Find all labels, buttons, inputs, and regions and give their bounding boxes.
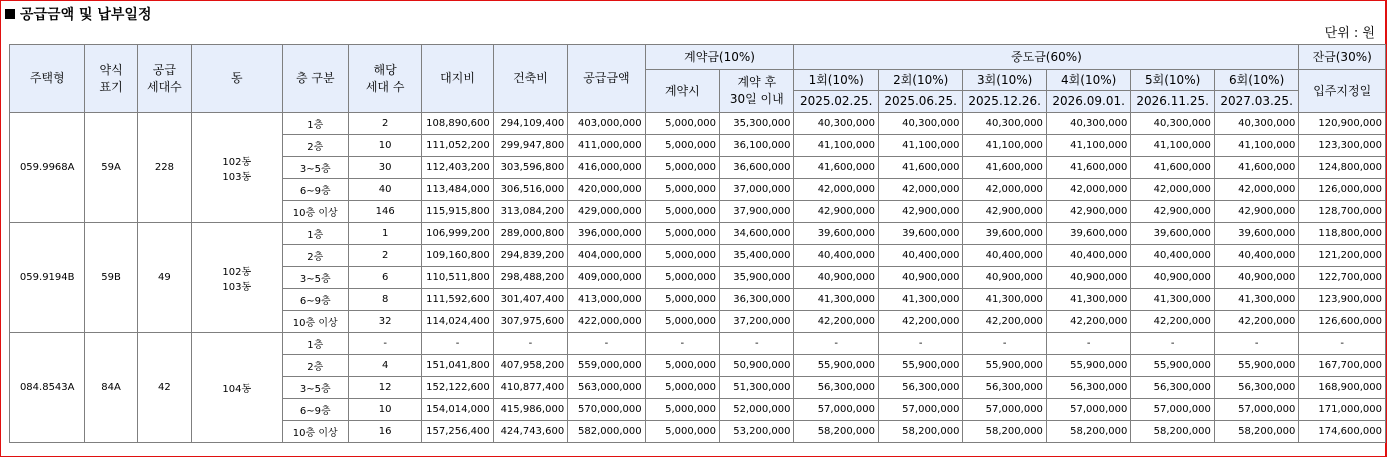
col-balance-when: 입주지정일	[1299, 70, 1386, 113]
contract-at-cell: 5,000,000	[645, 399, 719, 421]
supply-price-cell: 413,000,000	[568, 289, 645, 311]
land-cost-cell: 114,024,400	[422, 311, 493, 333]
supply-units-cell: 49	[137, 223, 191, 333]
building-name: 103동	[222, 281, 252, 293]
installment-cell: 42,200,000	[1214, 311, 1298, 333]
balance-cell: 118,800,000	[1299, 223, 1386, 245]
floor-cell: 10층 이상	[282, 421, 348, 443]
col-supply-units-line1: 공급	[152, 62, 176, 77]
land-cost-cell: 106,999,200	[422, 223, 493, 245]
contract-after-cell: 36,300,000	[720, 289, 794, 311]
house-type-cell: 059.9194B	[10, 223, 85, 333]
installment-cell: -	[1131, 333, 1214, 355]
installment-cell: 58,200,000	[1214, 421, 1298, 443]
units-cell: 16	[348, 421, 421, 443]
installment-cell: 55,900,000	[794, 355, 878, 377]
units-cell: 2	[348, 245, 421, 267]
contract-after-cell: 35,300,000	[720, 113, 794, 135]
contract-after-cell: 53,200,000	[720, 421, 794, 443]
installment-cell: 40,300,000	[963, 113, 1046, 135]
supply-price-cell: -	[568, 333, 645, 355]
land-cost-cell: 154,014,000	[422, 399, 493, 421]
balance-cell: 123,900,000	[1299, 289, 1386, 311]
installment-cell: 41,300,000	[963, 289, 1046, 311]
col-installment-label: 5회(10%)	[1131, 70, 1214, 91]
col-supply-units-line2: 세대수	[147, 79, 182, 94]
supply-units-cell: 42	[137, 333, 191, 443]
units-cell: 32	[348, 311, 421, 333]
installment-cell: 42,000,000	[963, 179, 1046, 201]
units-cell: 146	[348, 201, 421, 223]
units-cell: 12	[348, 377, 421, 399]
col-installment-label: 1회(10%)	[794, 70, 878, 91]
balance-cell: 123,300,000	[1299, 135, 1386, 157]
installment-cell: -	[794, 333, 878, 355]
installment-cell: 57,000,000	[878, 399, 962, 421]
floor-cell: 3~5층	[282, 157, 348, 179]
floor-cell: 1층	[282, 223, 348, 245]
col-contract-after-line2: 30일 이내	[729, 92, 784, 106]
contract-after-cell: 37,900,000	[720, 201, 794, 223]
land-cost-cell: 111,592,600	[422, 289, 493, 311]
installment-cell: 42,200,000	[794, 311, 878, 333]
installment-cell: 40,900,000	[963, 267, 1046, 289]
construction-cost-cell: 415,986,000	[493, 399, 567, 421]
contract-after-cell: 35,400,000	[720, 245, 794, 267]
col-installment-label: 6회(10%)	[1214, 70, 1298, 91]
contract-after-cell: 50,900,000	[720, 355, 794, 377]
installment-cell: 39,600,000	[963, 223, 1046, 245]
construction-cost-cell: 294,109,400	[493, 113, 567, 135]
supply-price-cell: 403,000,000	[568, 113, 645, 135]
installment-cell: 58,200,000	[1131, 421, 1214, 443]
installment-cell: 40,300,000	[1214, 113, 1298, 135]
installment-cell: 40,300,000	[1131, 113, 1214, 135]
installment-cell: 42,200,000	[1046, 311, 1130, 333]
col-contract-after	[720, 70, 794, 113]
installment-cell: 42,200,000	[878, 311, 962, 333]
installment-cell: 41,600,000	[1214, 157, 1298, 179]
balance-cell: 121,200,000	[1299, 245, 1386, 267]
installment-cell: 39,600,000	[794, 223, 878, 245]
construction-cost-cell: 407,958,200	[493, 355, 567, 377]
section-title	[5, 4, 151, 24]
installment-cell: 57,000,000	[794, 399, 878, 421]
supply-price-cell: 404,000,000	[568, 245, 645, 267]
installment-cell: 56,300,000	[963, 377, 1046, 399]
floor-cell: 2층	[282, 245, 348, 267]
house-type-cell: 084.8543A	[10, 333, 85, 443]
units-cell: 10	[348, 135, 421, 157]
contract-after-cell: 37,000,000	[720, 179, 794, 201]
installment-cell: -	[963, 333, 1046, 355]
installment-cell: 58,200,000	[878, 421, 962, 443]
balance-cell: 126,600,000	[1299, 311, 1386, 333]
units-cell: 4	[348, 355, 421, 377]
construction-cost-cell: 298,488,200	[493, 267, 567, 289]
installment-cell: 40,300,000	[1046, 113, 1130, 135]
installment-cell: 39,600,000	[878, 223, 962, 245]
balance-cell: 120,900,000	[1299, 113, 1386, 135]
supply-price-cell: 420,000,000	[568, 179, 645, 201]
supply-price-cell: 411,000,000	[568, 135, 645, 157]
construction-cost-cell: 301,407,400	[493, 289, 567, 311]
col-house-type: 주택형	[10, 45, 85, 113]
contract-at-cell: -	[645, 333, 719, 355]
contract-after-cell: 35,900,000	[720, 267, 794, 289]
installment-cell: 58,200,000	[963, 421, 1046, 443]
installment-cell: 41,600,000	[878, 157, 962, 179]
installment-cell: 40,400,000	[794, 245, 878, 267]
col-building: 동	[192, 45, 283, 113]
building-cell	[192, 223, 283, 333]
installment-cell: 56,300,000	[878, 377, 962, 399]
floor-cell: 10층 이상	[282, 201, 348, 223]
installment-cell: 57,000,000	[963, 399, 1046, 421]
installment-cell: 42,000,000	[1046, 179, 1130, 201]
floor-cell: 3~5층	[282, 267, 348, 289]
building-name: 104동	[222, 384, 252, 395]
contract-at-cell: 5,000,000	[645, 311, 719, 333]
installment-cell: 41,100,000	[963, 135, 1046, 157]
contract-at-cell: 5,000,000	[645, 289, 719, 311]
installment-cell: 41,100,000	[794, 135, 878, 157]
floor-cell: 2층	[282, 355, 348, 377]
installment-cell: 42,900,000	[794, 201, 878, 223]
installment-cell: 41,300,000	[1046, 289, 1130, 311]
units-cell: 1	[348, 223, 421, 245]
floor-cell: 2층	[282, 135, 348, 157]
col-installment-date: 2025.12.26.	[963, 91, 1046, 113]
installment-cell: 55,900,000	[1046, 355, 1130, 377]
land-cost-cell: 157,256,400	[422, 421, 493, 443]
col-units	[348, 45, 421, 113]
land-cost-cell: 113,484,000	[422, 179, 493, 201]
land-cost-cell: -	[422, 333, 493, 355]
installment-cell: 41,300,000	[878, 289, 962, 311]
contract-at-cell: 5,000,000	[645, 201, 719, 223]
construction-cost-cell: 410,877,400	[493, 377, 567, 399]
floor-cell: 10층 이상	[282, 311, 348, 333]
col-short-code	[85, 45, 137, 113]
installment-cell: 41,600,000	[794, 157, 878, 179]
col-floor: 층 구분	[282, 45, 348, 113]
supply-price-table	[9, 44, 1386, 443]
col-group-middle: 중도금(60%)	[794, 45, 1299, 70]
installment-cell: 42,900,000	[1131, 201, 1214, 223]
installment-cell: 41,600,000	[1046, 157, 1130, 179]
col-installment-label: 4회(10%)	[1046, 70, 1130, 91]
col-installment-date: 2027.03.25.	[1214, 91, 1298, 113]
building-name: 103동	[222, 171, 252, 183]
col-contract-at: 계약시	[645, 70, 719, 113]
col-short-code-line1: 약식	[99, 62, 123, 77]
installment-cell: 41,100,000	[1046, 135, 1130, 157]
contract-at-cell: 5,000,000	[645, 267, 719, 289]
installment-cell: 42,900,000	[1214, 201, 1298, 223]
contract-after-cell: 36,600,000	[720, 157, 794, 179]
land-cost-cell: 115,915,800	[422, 201, 493, 223]
building-name: 102동	[222, 156, 252, 168]
installment-cell: 40,400,000	[1214, 245, 1298, 267]
installment-cell: 40,400,000	[1131, 245, 1214, 267]
land-cost-cell: 110,511,800	[422, 267, 493, 289]
contract-after-cell: 52,000,000	[720, 399, 794, 421]
contract-after-cell: 34,600,000	[720, 223, 794, 245]
col-supply-units	[137, 45, 191, 113]
balance-cell: 167,700,000	[1299, 355, 1386, 377]
col-units-line2: 세대 수	[365, 79, 405, 94]
installment-cell: 55,900,000	[1214, 355, 1298, 377]
col-installment-date: 2025.06.25.	[878, 91, 962, 113]
contract-at-cell: 5,000,000	[645, 113, 719, 135]
units-cell: -	[348, 333, 421, 355]
units-cell: 8	[348, 289, 421, 311]
units-cell: 2	[348, 113, 421, 135]
installment-cell: 39,600,000	[1131, 223, 1214, 245]
col-installment-label: 2회(10%)	[878, 70, 962, 91]
supply-price-cell: 563,000,000	[568, 377, 645, 399]
floor-cell: 3~5층	[282, 377, 348, 399]
construction-cost-cell: 306,516,000	[493, 179, 567, 201]
construction-cost-cell: 289,000,800	[493, 223, 567, 245]
installment-cell: 42,900,000	[878, 201, 962, 223]
installment-cell: 40,900,000	[1046, 267, 1130, 289]
building-cell	[192, 113, 283, 223]
contract-after-cell: 51,300,000	[720, 377, 794, 399]
col-installment-date: 2026.09.01.	[1046, 91, 1130, 113]
table-body	[10, 113, 1386, 443]
contract-at-cell: 5,000,000	[645, 157, 719, 179]
installment-cell: 41,100,000	[1131, 135, 1214, 157]
balance-cell: 122,700,000	[1299, 267, 1386, 289]
balance-cell: 171,000,000	[1299, 399, 1386, 421]
construction-cost-cell: 424,743,600	[493, 421, 567, 443]
col-group-balance: 잔금(30%)	[1299, 45, 1386, 70]
installment-cell: 41,100,000	[1214, 135, 1298, 157]
floor-cell: 1층	[282, 113, 348, 135]
col-land: 대지비	[422, 45, 493, 113]
construction-cost-cell: 299,947,800	[493, 135, 567, 157]
balance-cell: 128,700,000	[1299, 201, 1386, 223]
installment-cell: 58,200,000	[1046, 421, 1130, 443]
construction-cost-cell: 313,084,200	[493, 201, 567, 223]
table-header	[10, 45, 1386, 113]
installment-cell: 56,300,000	[1131, 377, 1214, 399]
construction-cost-cell: 303,596,800	[493, 157, 567, 179]
supply-price-cell: 582,000,000	[568, 421, 645, 443]
balance-cell: 126,000,000	[1299, 179, 1386, 201]
floor-cell: 6~9층	[282, 179, 348, 201]
units-cell: 30	[348, 157, 421, 179]
short-code-cell: 59B	[85, 223, 137, 333]
land-cost-cell: 112,403,200	[422, 157, 493, 179]
contract-at-cell: 5,000,000	[645, 179, 719, 201]
col-installment-label: 3회(10%)	[963, 70, 1046, 91]
col-construction: 건축비	[493, 45, 567, 113]
land-cost-cell: 151,041,800	[422, 355, 493, 377]
installment-cell: 40,900,000	[1131, 267, 1214, 289]
short-code-cell: 84A	[85, 333, 137, 443]
installment-cell: 57,000,000	[1131, 399, 1214, 421]
supply-price-cell: 409,000,000	[568, 267, 645, 289]
installment-cell: -	[1214, 333, 1298, 355]
land-cost-cell: 109,160,800	[422, 245, 493, 267]
units-cell: 40	[348, 179, 421, 201]
floor-cell: 1층	[282, 333, 348, 355]
installment-cell: 55,900,000	[1131, 355, 1214, 377]
construction-cost-cell: 294,839,200	[493, 245, 567, 267]
balance-cell: -	[1299, 333, 1386, 355]
balance-cell: 168,900,000	[1299, 377, 1386, 399]
supply-price-cell: 416,000,000	[568, 157, 645, 179]
installment-cell: 40,400,000	[878, 245, 962, 267]
installment-cell: 55,900,000	[878, 355, 962, 377]
installment-cell: 55,900,000	[963, 355, 1046, 377]
unit-label: 단위 : 원	[1324, 26, 1375, 41]
col-installment-date: 2025.02.25.	[794, 91, 878, 113]
installment-cell: 56,300,000	[1046, 377, 1130, 399]
installment-cell: 56,300,000	[794, 377, 878, 399]
house-type-cell: 059.9968A	[10, 113, 85, 223]
installment-cell: 40,900,000	[794, 267, 878, 289]
construction-cost-cell: 307,975,600	[493, 311, 567, 333]
installment-cell: 40,900,000	[1214, 267, 1298, 289]
installment-cell: 40,300,000	[878, 113, 962, 135]
land-cost-cell: 111,052,200	[422, 135, 493, 157]
installment-cell: 40,400,000	[963, 245, 1046, 267]
installment-cell: 42,900,000	[1046, 201, 1130, 223]
installment-cell: 57,000,000	[1046, 399, 1130, 421]
installment-cell: 40,400,000	[1046, 245, 1130, 267]
col-units-line1: 해당	[373, 62, 397, 77]
supply-price-cell: 429,000,000	[568, 201, 645, 223]
square-bullet-icon	[5, 9, 15, 19]
col-installment-date: 2026.11.25.	[1131, 91, 1214, 113]
col-contract-after-line1: 계약 후	[737, 75, 777, 89]
contract-at-cell: 5,000,000	[645, 223, 719, 245]
installment-cell: 56,300,000	[1214, 377, 1298, 399]
floor-cell: 6~9층	[282, 289, 348, 311]
installment-cell: 40,900,000	[878, 267, 962, 289]
installment-cell: 39,600,000	[1214, 223, 1298, 245]
installment-cell: 42,900,000	[963, 201, 1046, 223]
contract-after-cell: 37,200,000	[720, 311, 794, 333]
col-short-code-line2: 표기	[99, 79, 123, 94]
installment-cell: 39,600,000	[1046, 223, 1130, 245]
balance-cell: 174,600,000	[1299, 421, 1386, 443]
units-cell: 10	[348, 399, 421, 421]
contract-at-cell: 5,000,000	[645, 245, 719, 267]
construction-cost-cell: -	[493, 333, 567, 355]
floor-cell: 6~9층	[282, 399, 348, 421]
building-cell	[192, 333, 283, 443]
section-title-text: 공급금액 및 납부일정	[20, 7, 152, 23]
installment-cell: 58,200,000	[794, 421, 878, 443]
installment-cell: 41,100,000	[878, 135, 962, 157]
short-code-cell: 59A	[85, 113, 137, 223]
table-row	[10, 333, 1386, 355]
installment-cell: 57,000,000	[1214, 399, 1298, 421]
table-row	[10, 113, 1386, 135]
table-row	[10, 223, 1386, 245]
installment-cell: 41,300,000	[1214, 289, 1298, 311]
contract-at-cell: 5,000,000	[645, 355, 719, 377]
balance-cell: 124,800,000	[1299, 157, 1386, 179]
contract-at-cell: 5,000,000	[645, 135, 719, 157]
units-cell: 6	[348, 267, 421, 289]
supply-price-cell: 570,000,000	[568, 399, 645, 421]
installment-cell: 41,600,000	[963, 157, 1046, 179]
supply-price-cell: 422,000,000	[568, 311, 645, 333]
installment-cell: 42,000,000	[794, 179, 878, 201]
contract-at-cell: 5,000,000	[645, 377, 719, 399]
contract-at-cell: 5,000,000	[645, 421, 719, 443]
supply-price-cell: 559,000,000	[568, 355, 645, 377]
installment-cell: 42,200,000	[1131, 311, 1214, 333]
supply-units-cell: 228	[137, 113, 191, 223]
installment-cell: 41,600,000	[1131, 157, 1214, 179]
land-cost-cell: 108,890,600	[422, 113, 493, 135]
installment-cell: 41,300,000	[794, 289, 878, 311]
building-name: 102동	[222, 266, 252, 278]
contract-after-cell: 36,100,000	[720, 135, 794, 157]
installment-cell: 42,200,000	[963, 311, 1046, 333]
contract-after-cell: -	[720, 333, 794, 355]
installment-cell: 40,300,000	[794, 113, 878, 135]
installment-cell: 41,300,000	[1131, 289, 1214, 311]
installment-cell: -	[1046, 333, 1130, 355]
installment-cell: 42,000,000	[1214, 179, 1298, 201]
installment-cell: 42,000,000	[878, 179, 962, 201]
col-supply-price: 공급금액	[568, 45, 645, 113]
supply-price-cell: 396,000,000	[568, 223, 645, 245]
installment-cell: -	[878, 333, 962, 355]
col-group-contract: 계약금(10%)	[645, 45, 794, 70]
installment-cell: 42,000,000	[1131, 179, 1214, 201]
land-cost-cell: 152,122,600	[422, 377, 493, 399]
